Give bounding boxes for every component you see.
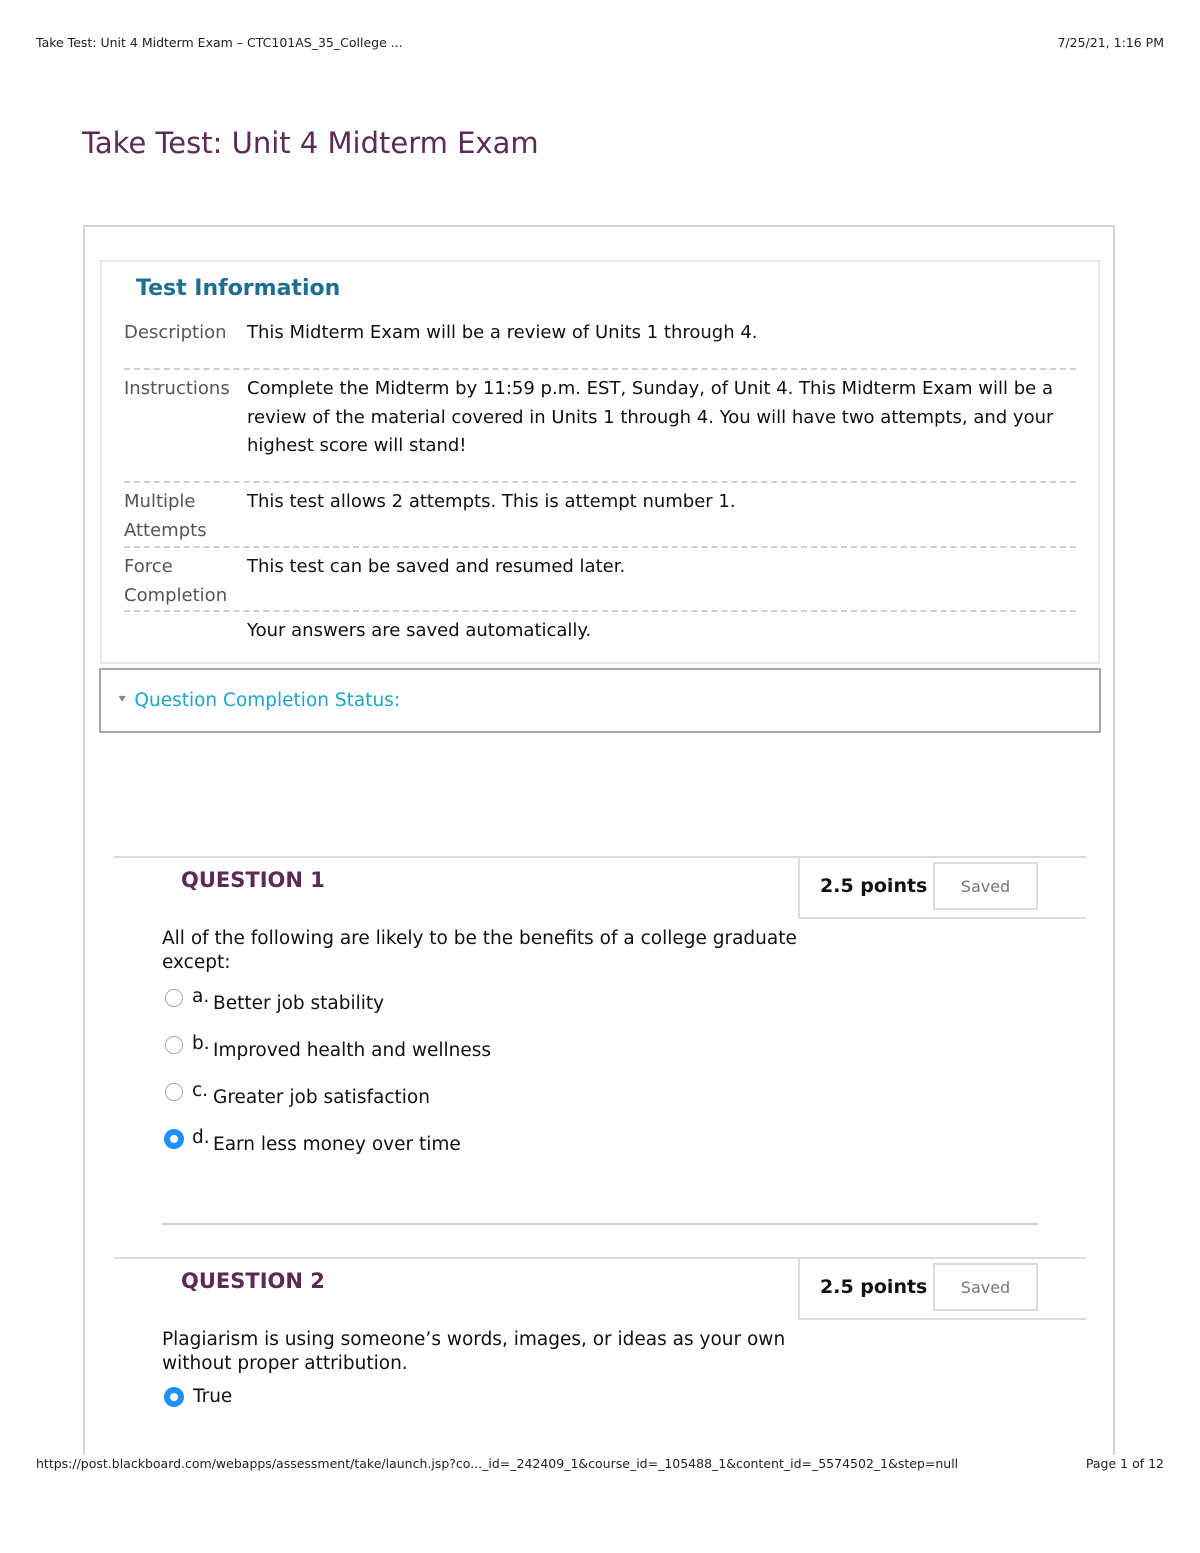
info-value: This test allows 2 attempts. This is attempt number 1. — [247, 491, 736, 512]
test-information-title: Test Information — [136, 276, 341, 301]
info-value: Complete the Midterm by 11:59 p.m. EST, Sunday, of Unit 4. This Midterm Exam will be a review of the material covered in Units 1 through 4. You will have two attempts, and your highest score will stand! — [247, 378, 1054, 456]
print-footer-url: https://post.blackboard.com/webapps/assessment/take/launch.jsp?co..._id=_242409_1&course_id=_105488_1&content_id=_5574502_1&step=null — [36, 1456, 959, 1471]
info-label: Multiple Attempts — [124, 491, 207, 541]
option-letter: d. — [192, 1127, 210, 1148]
page-title: Take Test: Unit 4 Midterm Exam — [82, 126, 539, 160]
question-1-text: All of the following are likely to be the benefits of a college graduate except: — [162, 928, 797, 973]
info-row-description — [124, 319, 1076, 348]
radio-button-selected[interactable] — [165, 1388, 183, 1406]
option-text[interactable]: True — [193, 1386, 233, 1407]
option-letter: b. — [192, 1033, 210, 1054]
chevron-down-icon: ⯆︎ — [117, 693, 128, 708]
info-label: Description — [124, 322, 227, 343]
question-1-points-panel — [798, 857, 1086, 919]
divider — [124, 481, 1076, 483]
info-row-instructions — [124, 375, 1076, 461]
info-label — [124, 617, 247, 646]
info-value: This Midterm Exam will be a review of Units 1 through 4. — [247, 322, 758, 343]
info-row-multiple-attempts — [124, 488, 1076, 545]
divider — [124, 610, 1076, 612]
print-header — [36, 35, 1164, 50]
radio-button-selected[interactable] — [165, 1130, 183, 1148]
radio-button[interactable] — [165, 989, 183, 1007]
save-status-button[interactable]: Saved — [933, 862, 1038, 910]
radio-button[interactable] — [165, 1083, 183, 1101]
print-footer-page-number: Page 1 of 12 — [1085, 1456, 1164, 1471]
question-completion-status[interactable] — [99, 668, 1101, 733]
info-label: Force Completion — [124, 556, 228, 606]
option-letter: a. — [192, 986, 210, 1007]
question-2-points-panel — [798, 1258, 1086, 1320]
divider — [124, 368, 1076, 370]
question-separator — [162, 1223, 1038, 1225]
info-value: This test can be saved and resumed later. — [247, 556, 626, 577]
save-status-button[interactable]: Saved — [933, 1263, 1038, 1311]
question-2-text: Plagiarism is using someone’s words, images, or ideas as your own without proper attribution. — [162, 1329, 786, 1374]
question-1-title: QUESTION 1 — [181, 868, 325, 892]
option-text[interactable]: Better job stability — [213, 993, 385, 1014]
print-header-datetime: 7/25/21, 1:16 PM — [1057, 35, 1164, 50]
info-row-force-completion — [124, 553, 1076, 610]
option-text[interactable]: Improved health and wellness — [213, 1040, 491, 1061]
option-letter: c. — [192, 1080, 209, 1101]
print-header-title: Take Test: Unit 4 Midterm Exam – CTC101AS_35_College ... — [36, 35, 403, 50]
radio-button[interactable] — [165, 1036, 183, 1054]
info-label: Instructions — [124, 378, 230, 399]
print-footer — [36, 1456, 1164, 1471]
divider — [124, 546, 1076, 548]
points-value: 2.5 points — [820, 875, 928, 897]
test-information-panel — [100, 260, 1100, 664]
completion-status-label: Question Completion Status: — [134, 690, 401, 711]
question-2-title: QUESTION 2 — [181, 1269, 325, 1293]
info-value: Your answers are saved automatically. — [247, 620, 592, 641]
option-text[interactable]: Earn less money over time — [213, 1134, 461, 1155]
points-value: 2.5 points — [820, 1276, 928, 1298]
option-text[interactable]: Greater job satisfaction — [213, 1087, 430, 1108]
info-row-autosave — [124, 617, 1076, 646]
